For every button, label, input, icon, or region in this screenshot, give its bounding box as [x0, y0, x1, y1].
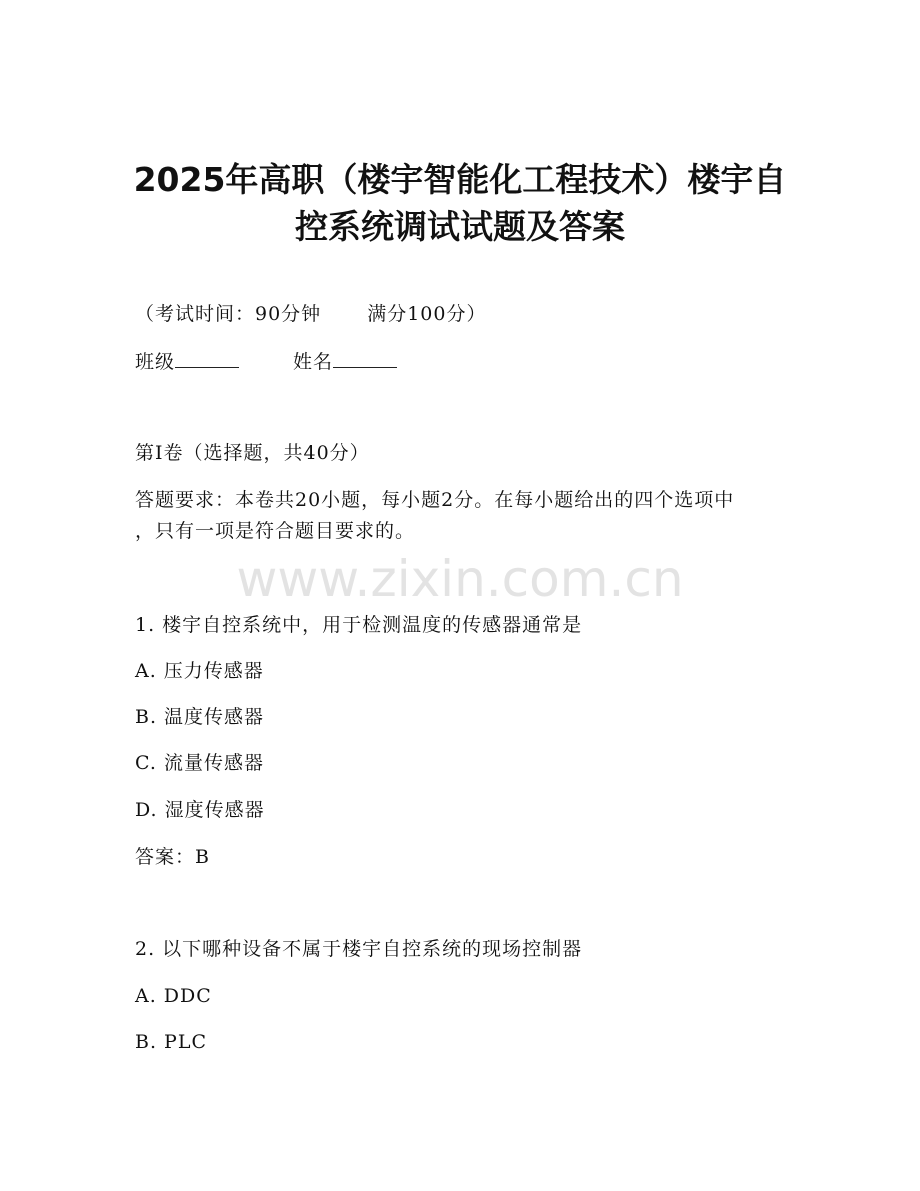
exam-score: 满分100分）: [367, 303, 487, 325]
document-title-line2: 控系统调试试题及答案: [295, 207, 625, 246]
document-title-line1: 2025年高职（楼宇智能化工程技术）楼宇自: [133, 160, 787, 199]
question-1-option-b: B. 温度传感器: [135, 706, 265, 728]
question-1-option-c: C. 流量传感器: [135, 752, 264, 774]
exam-info: [135, 303, 486, 325]
watermark: www.zixin.com.cn: [236, 550, 684, 608]
question-1-answer: 答案：B: [135, 846, 210, 868]
question-1-option-a: A. 压力传感器: [135, 660, 264, 682]
name-label: 姓名: [293, 351, 334, 373]
question-1-option-d: D. 湿度传感器: [135, 799, 265, 821]
name-blank: [333, 351, 397, 368]
instructions-line2: ，只有一项是符合题目要求的。: [135, 520, 416, 542]
question-2-option-a: A. DDC: [135, 985, 212, 1007]
question-1-stem: 1. 楼宇自控系统中，用于检测温度的传感器通常是: [135, 614, 583, 636]
section-heading: 第Ⅰ卷（选择题，共40分）: [135, 442, 370, 464]
question-2-option-b: B. PLC: [135, 1031, 207, 1053]
class-label: 班级: [135, 351, 176, 373]
class-blank: [175, 351, 239, 368]
instructions-line1: 答题要求：本卷共20小题，每小题2分。在每小题给出的四个选项中: [135, 489, 735, 511]
exam-time: （考试时间：90分钟: [135, 303, 322, 325]
question-2-stem: 2. 以下哪种设备不属于楼宇自控系统的现场控制器: [135, 938, 583, 960]
student-fields: [135, 351, 397, 373]
